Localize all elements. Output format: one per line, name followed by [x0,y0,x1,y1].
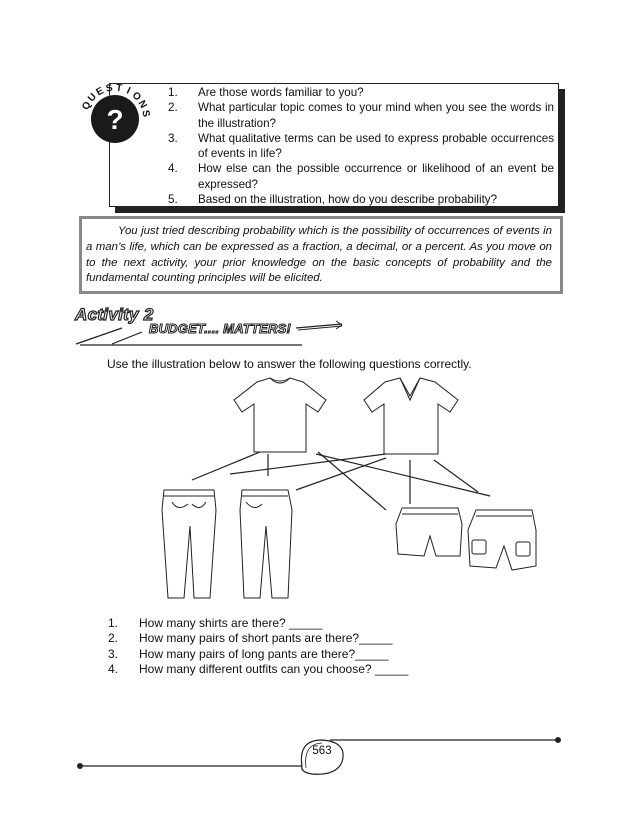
question-item: 2. What particular topic comes to your mind when you see the words in the illustration? [168,101,554,130]
activity-question-item: 2. How many pairs of short pants are there?_____ [108,631,393,646]
activity-questions-list [108,616,408,677]
activity-title: BUDGET.... MATTERS! [149,321,291,336]
questions-badge-icon [72,76,158,162]
activity-question-item: 3. How many pairs of long pants are there?_____ [108,646,389,661]
question-item: 4. How else can the possible occurrence or likelihood of an event be expressed? [168,162,554,191]
badge-letter: T [115,82,123,95]
page-number: 563 [312,745,332,757]
long-pants-icon [162,490,216,598]
long-pants-icon [240,490,292,598]
badge-letter: S [105,82,114,95]
badge-letter: Q [80,100,94,112]
instruction-text: Use the illustration below to answer the following questions correctly. [107,357,472,371]
badge-letter: I [124,85,132,97]
info-paragraph: You just tried describing probability which is the possibility of occurrences of events in a man’s life, which can be expressed as a fraction, a decimal, or a percent. As you move on to the next activity, your prior knowledge on the basic concepts of probability and the fundamental counting principles will be elicited. [86,225,552,285]
footer-decoration [0,730,638,790]
badge-letter: E [94,85,106,99]
activity-label: Activity 2 [75,305,154,324]
question-item: 1. Are those words familiar to you? [168,86,364,99]
question-item: 3. What qualitative terms can be used to express probable occurrences of events in life? [168,131,554,161]
question-item: 5. Based on the illustration, how do you describe probability? [168,193,498,207]
activity-question-item: 1. How many shirts are there? _____ [108,616,323,630]
short-pants-icon [468,510,536,570]
t-shirt-icon [234,378,326,452]
questions-list [162,85,554,207]
activity-question-item: 4. How many different outfits can you choose? _____ [108,661,409,676]
question-mark: ? [106,104,124,135]
badge-letter: U [86,91,99,105]
badge-letter: S [139,109,152,118]
short-pants-icon [396,508,462,556]
badge-letter: O [129,90,143,104]
connector-lines [192,452,490,510]
v-neck-shirt-icon [364,378,458,454]
clothing-illustration [150,370,550,610]
badge-letter: N [135,98,149,111]
